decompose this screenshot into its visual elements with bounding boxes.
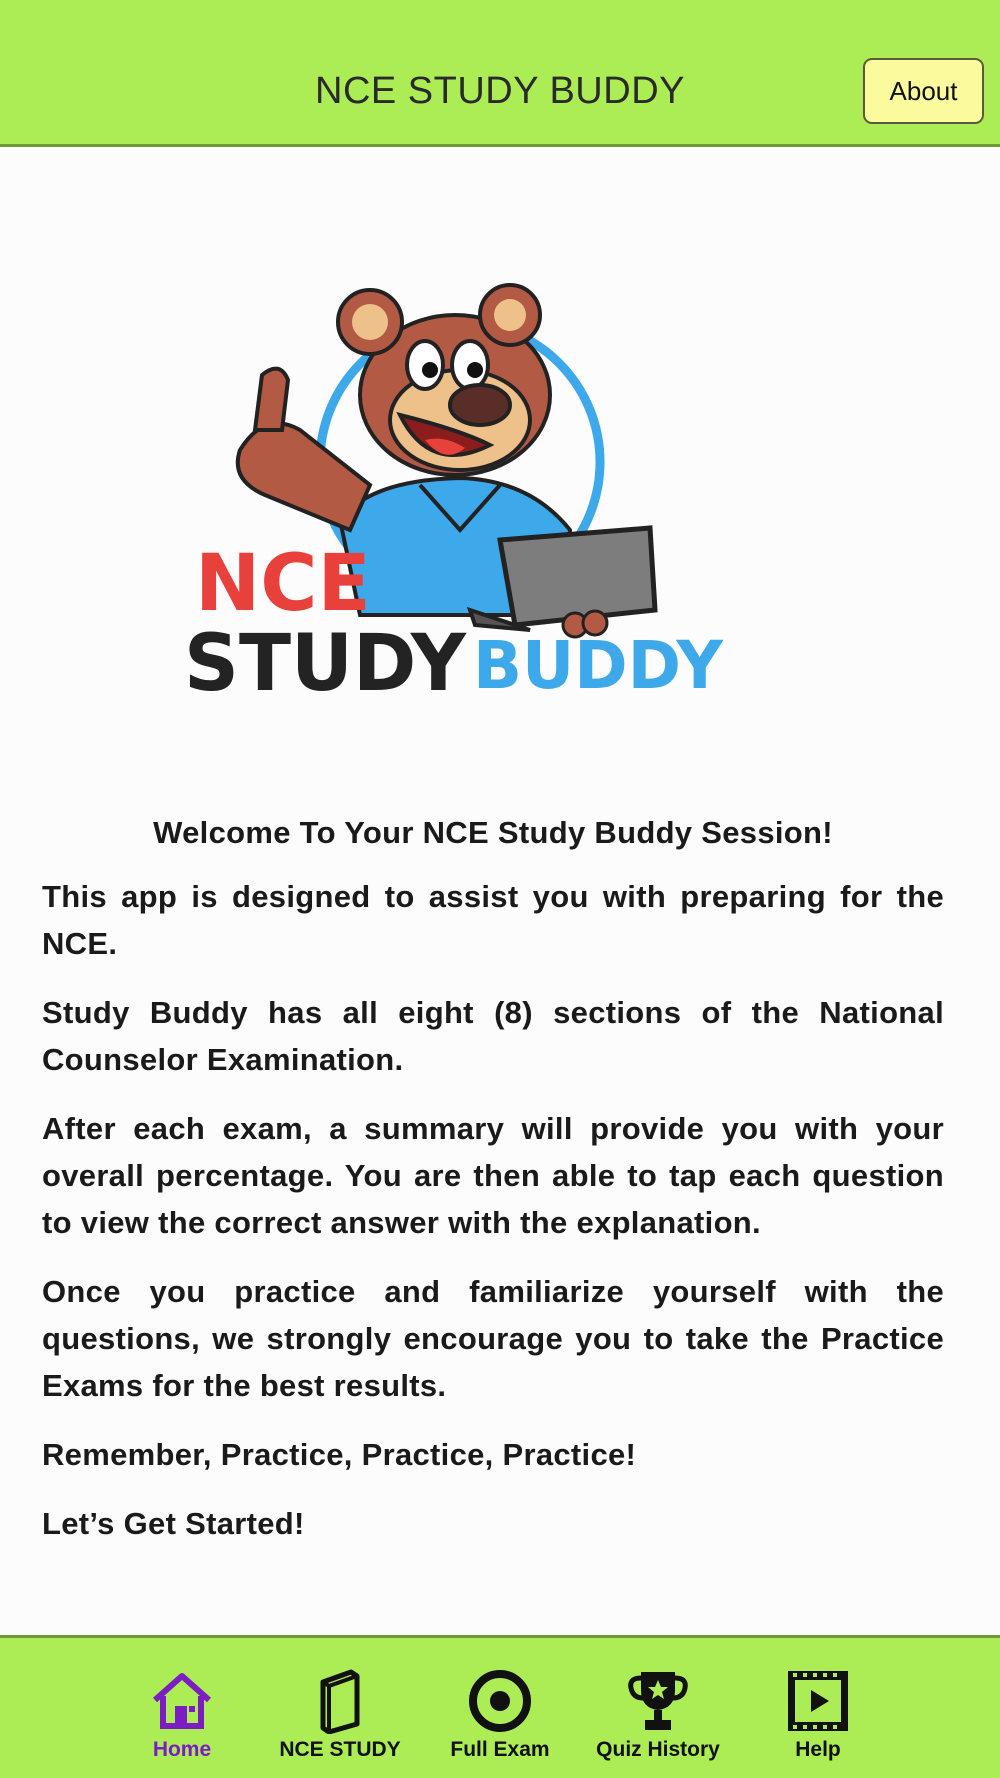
book-icon: [307, 1668, 373, 1734]
tab-nce-study[interactable]: [250, 1668, 430, 1778]
sections-paragraph: Study Buddy has all eight (8) sections of the National Counselor Examination.: [42, 995, 944, 1077]
logo-text-nce: NCE: [195, 539, 371, 629]
intro-paragraph: This app is designed to assist you with preparing for the NCE.: [42, 879, 944, 961]
logo-text-buddy: BUDDY: [473, 627, 725, 704]
page-title: NCE STUDY BUDDY: [315, 70, 685, 112]
get-started-paragraph: Let’s Get Started!: [42, 1506, 305, 1541]
tab-nce-study-label: NCE STUDY: [279, 1738, 401, 1761]
remember-paragraph: Remember, Practice, Practice, Practice!: [42, 1437, 637, 1472]
tab-full-exam[interactable]: [410, 1668, 590, 1778]
tab-quiz-history-label: Quiz History: [596, 1738, 720, 1761]
summary-paragraph: After each exam, a summary will provide you with your overall percentage. You are then able to tap each question to view the correct answer with the explanation.: [42, 1111, 944, 1240]
about-button[interactable]: About: [863, 58, 984, 124]
logo-text-study: STUDY: [184, 619, 468, 709]
home-icon: [149, 1668, 215, 1734]
welcome-heading: Welcome To Your NCE Study Buddy Session!: [153, 815, 833, 850]
study-buddy-logo: [170, 280, 730, 710]
practice-paragraph: Once you practice and familiarize yourself with the questions, we strongly encourage you to take the Practice Exams for the best results.: [42, 1274, 944, 1403]
tab-home-label: Home: [152, 1738, 212, 1761]
welcome-content: [42, 815, 944, 1569]
tab-help[interactable]: [728, 1668, 908, 1778]
video-icon: [785, 1668, 851, 1734]
target-icon: [467, 1668, 533, 1734]
tab-home[interactable]: [92, 1668, 272, 1778]
trophy-icon: [625, 1668, 691, 1734]
header-bar: [0, 0, 1000, 147]
tab-help-label: Help: [795, 1738, 841, 1761]
tab-full-exam-label: Full Exam: [450, 1738, 550, 1761]
bottom-tab-bar: [0, 1635, 1000, 1778]
tab-quiz-history[interactable]: [568, 1668, 748, 1778]
